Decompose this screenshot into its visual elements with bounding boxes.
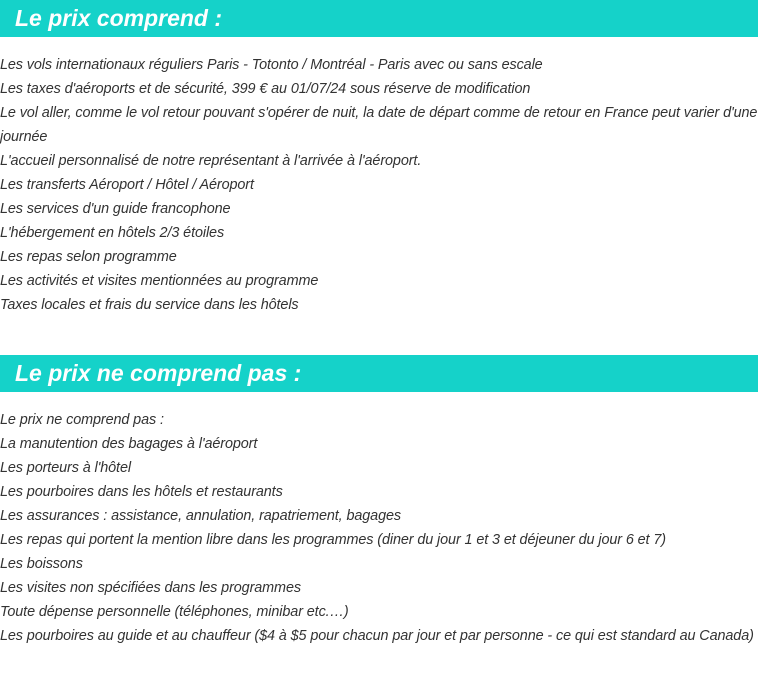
excluded-item: La manutention des bagages à l'aéroport [0, 436, 258, 452]
excluded-title: Le prix ne comprend pas : [0, 355, 758, 392]
excluded-item: Les pourboires au guide et au chauffeur ($4 à $5 pour chacun par jour et par personne - ce qui est standard au Canada) [0, 628, 754, 644]
included-title: Le prix comprend : [0, 0, 758, 37]
excluded-item: Les pourboires dans les hôtels et restaurants [0, 484, 283, 500]
included-section [0, 0, 758, 317]
included-item: Les repas selon programme [0, 249, 177, 265]
excluded-item: Les repas qui portent la mention libre dans les programmes (diner du jour 1 et 3 et déjeuner du jour 6 et 7) [0, 532, 666, 548]
excluded-section [0, 355, 758, 648]
included-item: Les vols internationaux réguliers Paris - Totonto / Montréal - Paris avec ou sans escale [0, 57, 543, 73]
excluded-item: Toute dépense personnelle (téléphones, minibar etc.…) [0, 604, 349, 620]
included-item: Les activités et visites mentionnées au programme [0, 273, 319, 289]
excluded-list [0, 408, 758, 648]
excluded-item: Les visites non spécifiées dans les programmes [0, 580, 301, 596]
excluded-item: Le prix ne comprend pas : [0, 412, 164, 428]
included-item: Les taxes d'aéroports et de sécurité, 399 € au 01/07/24 sous réserve de modification [0, 81, 531, 97]
excluded-item: Les boissons [0, 556, 83, 572]
included-item: Le vol aller, comme le vol retour pouvant s'opérer de nuit, la date de départ comme de retour en France peut varier d'une journée [0, 105, 758, 145]
included-item: L'accueil personnalisé de notre représentant à l'arrivée à l'aéroport. [0, 153, 422, 169]
excluded-item: Les assurances : assistance, annulation, rapatriement, bagages [0, 508, 401, 524]
included-item: L'hébergement en hôtels 2/3 étoiles [0, 225, 225, 241]
included-item: Les services d'un guide francophone [0, 201, 231, 217]
excluded-item: Les porteurs à l'hôtel [0, 460, 131, 476]
included-item: Les transferts Aéroport / Hôtel / Aéroport [0, 177, 254, 193]
included-list [0, 53, 758, 317]
included-item: Taxes locales et frais du service dans les hôtels [0, 297, 299, 313]
